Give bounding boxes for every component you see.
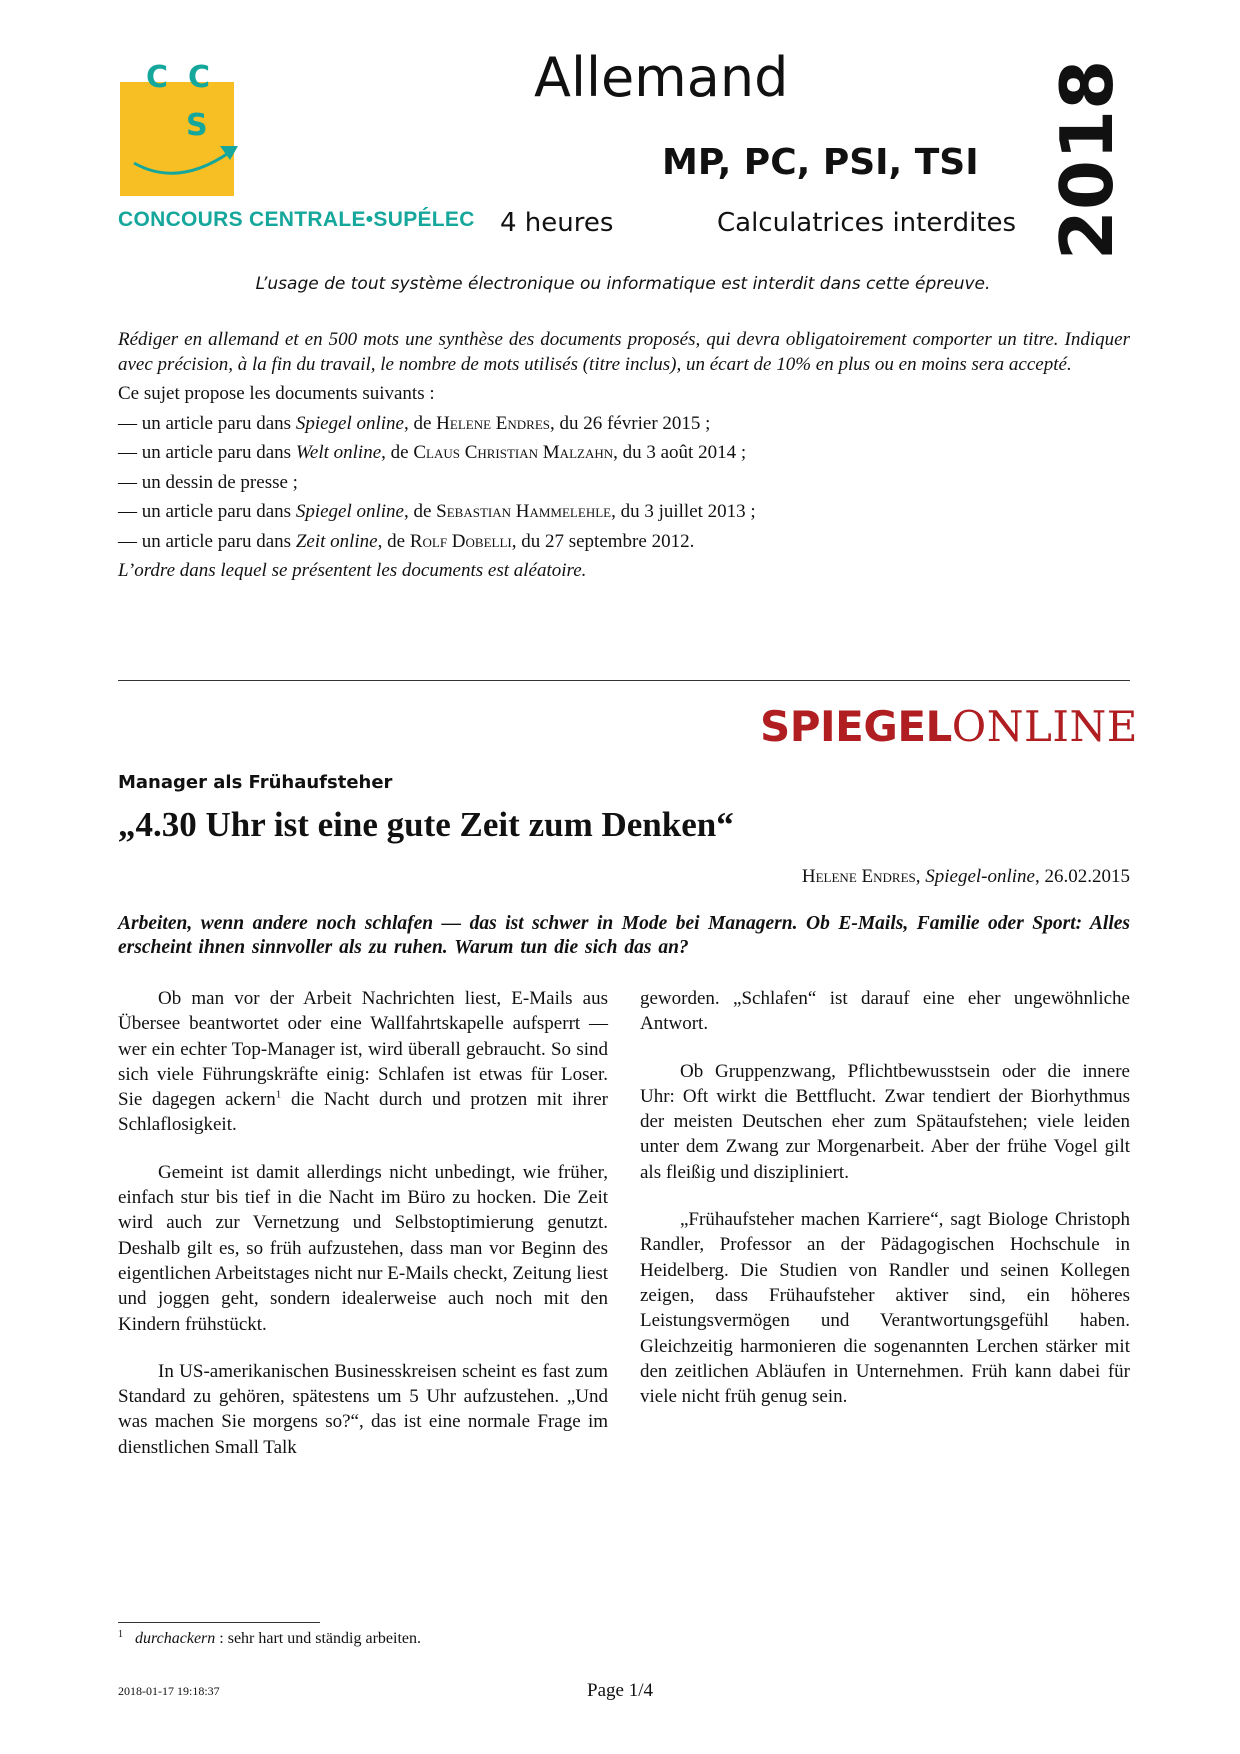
- instructions: [118, 328, 1130, 584]
- document-item: — un article paru dans Spiegel online, de Helene Endres, du 26 février 2015 ;: [118, 412, 711, 434]
- footnote: $^1$ durchackern : sehr hart und ständig arbeiten.: [118, 1628, 421, 1647]
- document-item: — un article paru dans Welt online, de Claus Christian Malzahn, du 3 août 2014 ;: [118, 442, 747, 463]
- article-byline: Helene Endres, Spiegel-online, 26.02.2015: [801, 866, 1130, 887]
- article-column-right: [640, 986, 1130, 1431]
- paragraph: In US-amerikanischen Businesskreisen scheint es fast zum Standard zu gehören, spätestens um 5 Uhr aufzustehen. „Und was machen Sie morgens so?“, das ist eine normale Frage im dienstlichen Small Talk: [118, 1360, 608, 1458]
- exam-subject: Allemand: [534, 46, 789, 109]
- calculator-rule: Calculatrices interdites: [717, 208, 1017, 238]
- paragraph: Gemeint ist damit allerdings nicht unbedingt, wie früher, einfach stur bis tief in die Nacht im Büro zu hocken. Die Zeit wird auch zur Vernetzung und Selbstoptimierung genutzt. Deshalb gilt es, so früh aufzustehen, dass man vor Beginn des eigentlichen Arbeitstages nicht nur E-Mails checkt, Zeitung liest und joggen geht, sondern idealerweise auch noch mit den Kindern frühstückt.: [118, 1161, 608, 1335]
- article-lead: Arbeiten, wenn andere noch schlafen — das ist schwer in Mode bei Managern. Ob E-Mails, Familie oder Sport: Alles erscheint ihnen sinnvoller als zu ruhen. Warum tun die sich das an?: [118, 913, 1130, 958]
- electronics-notice: L’usage de tout système électronique ou informatique est interdit dans cette épreuve.: [255, 274, 991, 294]
- document-item: — un dessin de presse ;: [118, 471, 298, 493]
- paragraph: „Frühaufsteher machen Karriere“, sagt Biologe Christoph Randler, Professor an der Pädagogischen Hochschule in Heidelberg. Die Studien von Randler und seinen Kollegen zeigen, dass Frühaufsteher aktiver sind, ein höheres Leistungsvermögen und Verantwortungsgefühl haben. Gleichzeitig harmonieren die sogenannten Lerchen stärker mit den zeitlichen Abläufen in Unternehmen. Früh kann dabei für viele nicht früh genug sein.: [640, 1209, 1130, 1408]
- article-column-left: [118, 986, 608, 1482]
- spiegel-online-logo: SPIEGELONLINE: [760, 702, 1138, 751]
- logo-letter-c1: C: [146, 60, 169, 95]
- documents-intro: Ce sujet propose les documents suivants :: [118, 383, 435, 404]
- page-number: Page 1/4: [587, 1680, 653, 1701]
- paragraph: geworden. „Schlafen“ ist darauf eine eher ungewöhnliche Antwort.: [640, 988, 1130, 1035]
- logo-swoosh-arrow-icon: [118, 60, 394, 210]
- logo-text: CONCOURS CENTRALE•SUPÉLEC: [118, 208, 475, 231]
- order-note: L’ordre dans lequel se présentent les documents est aléatoire.: [118, 560, 587, 581]
- article-kicker: Manager als Frühaufsteher: [118, 772, 393, 793]
- exam-year: [1045, 59, 1129, 261]
- exam-year-text: 2018: [1045, 59, 1129, 261]
- concours-logo: [118, 60, 475, 240]
- task-statement: Rédiger en allemand et en 500 mots une synthèse des documents proposés, qui devra obligatoirement comporter un titre. Indiquer avec précision, à la fin du travail, le nombre de mots utilisés (titre inclus), un écart de 10% en plus ou en moins sera accepté.: [118, 329, 1130, 375]
- exam-duration: 4 heures: [500, 208, 614, 238]
- document-item: — un article paru dans Zeit online, de Rolf Dobelli, du 27 septembre 2012.: [118, 530, 695, 552]
- footnote-rule: [118, 1622, 320, 1623]
- exam-filieres: MP, PC, PSI, TSI: [662, 142, 979, 183]
- logo-letter-c2: C: [188, 60, 211, 95]
- paragraph: Ob man vor der Arbeit Nachrichten liest, E-Mails aus Übersee beantwortet oder eine Wallfahrtskapelle aufsperrt — wer ein echter Top-Manager ist, wird überall gebraucht. So sind sich viele Führungskräfte einig: Schlafen ist etwas für Loser. Sie dagegen ackern$^1$ die Nacht durch und protzen mit ihrer Schlaflosigkeit.: [118, 988, 608, 1136]
- document-item: — un article paru dans Spiegel online, de Sebastian Hammelehle, du 3 juillet 2013 ;: [118, 501, 756, 522]
- logo-letter-s: S: [186, 108, 208, 143]
- paragraph: Ob Gruppenzwang, Pflichtbewusstsein oder die innere Uhr: Oft wirkt die Bettflucht. Zwar tendiert der Biorhythmus der meisten Deutschen eher zum Spätaufstehen; viele leiden unter dem Zwang zur Morgenarbeit. Aber der frühe Vogel gilt als fleißig und diszipliniert.: [640, 1060, 1130, 1183]
- article-headline: „4.30 Uhr ist eine gute Zeit zum Denken“: [118, 805, 734, 844]
- section-divider: [118, 680, 1130, 681]
- print-timestamp: 2018-01-17 19:18:37: [118, 1684, 220, 1698]
